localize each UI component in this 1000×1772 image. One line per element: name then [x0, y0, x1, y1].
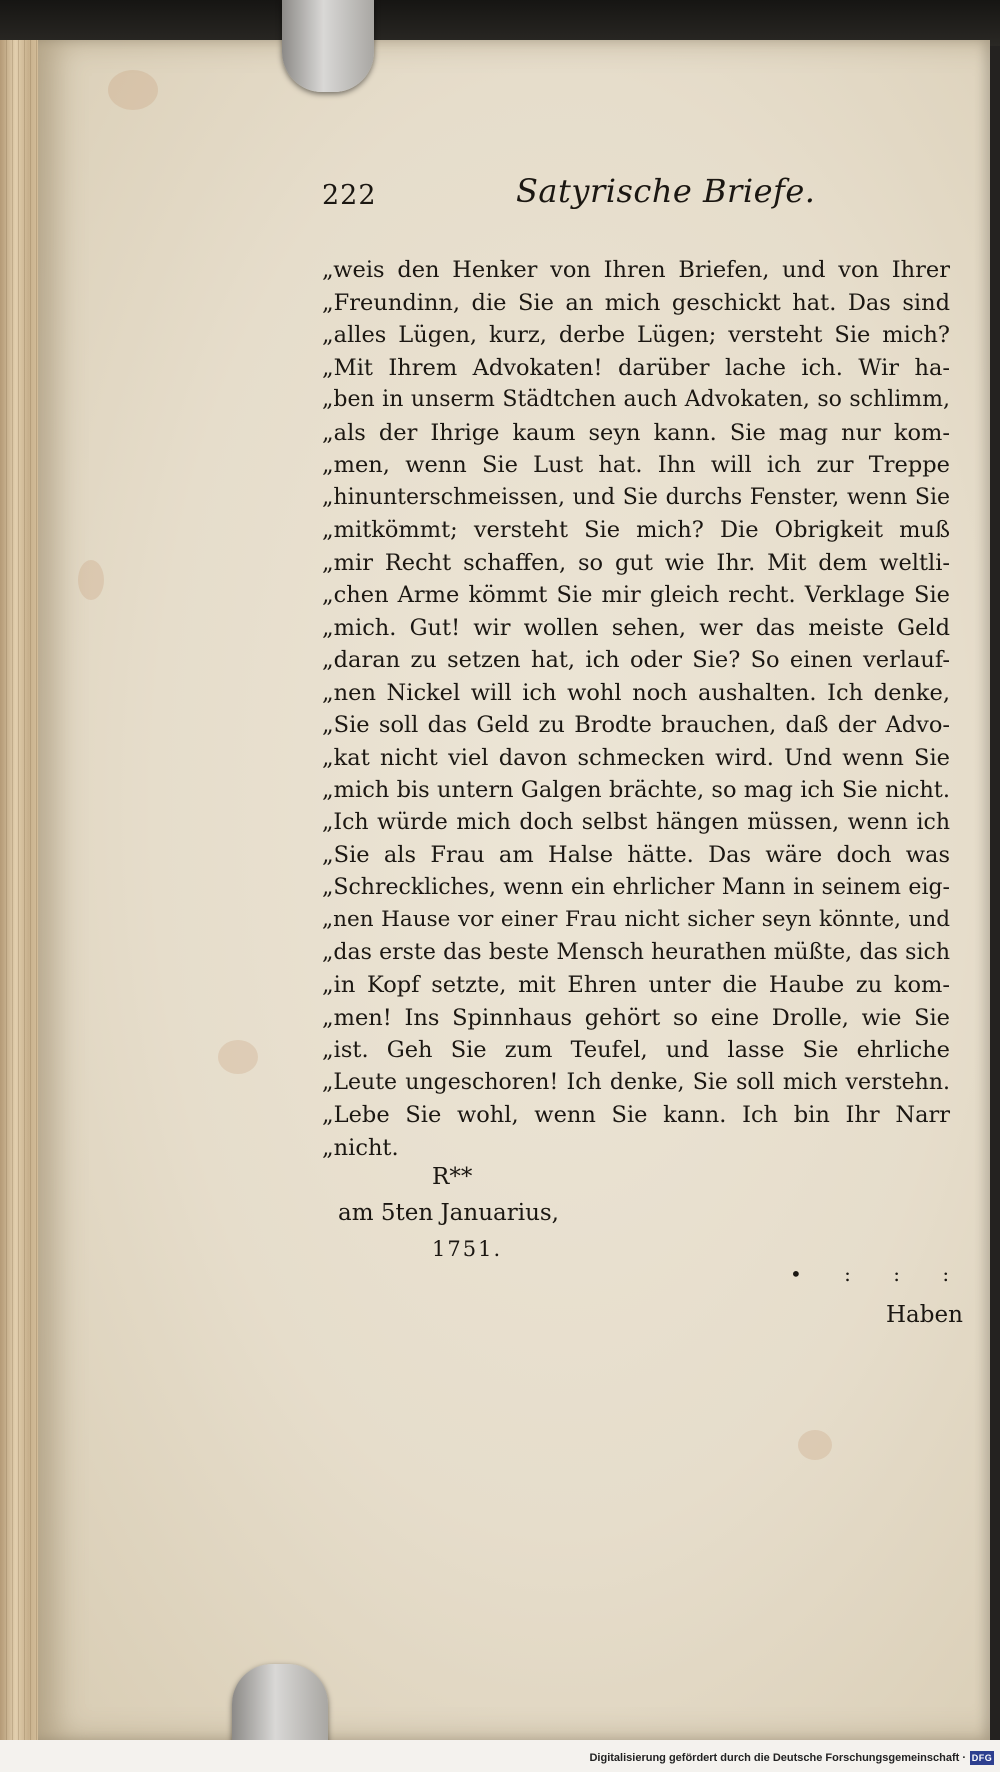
text-line: „Sie als Frau am Halse hätte. Das wäre doch was	[322, 842, 950, 868]
text-line: „alles Lügen, kurz, derbe Lügen; versteht Sie mich?	[322, 322, 950, 348]
text-line: „Lebe Sie wohl, wenn Sie kann. Ich bin Ihr Narr	[322, 1102, 950, 1128]
letter-date: am 5ten Januarius,	[338, 1200, 559, 1226]
letter-body	[322, 254, 950, 1164]
text-line: „das erste das beste Mensch heurathen müßte, das sich	[322, 939, 950, 965]
foxing-stain	[218, 1040, 258, 1074]
digitization-credit: Digitalisierung gefördert durch die Deutsche Forschungsgemeinschaft ·	[589, 1752, 966, 1764]
text-line: „in Kopf setzte, mit Ehren unter die Haube zu kom-	[322, 972, 950, 998]
text-line: „mich. Gut! wir wollen sehen, wer das meiste Geld	[322, 614, 950, 641]
foxing-stain	[108, 70, 158, 110]
text-line: „nen Nickel will ich wohl noch aushalten. Ich denke,	[322, 679, 950, 706]
letter-year: 1751.	[432, 1237, 503, 1261]
text-line: „nicht.	[322, 1134, 399, 1161]
scanner-clip-bottom	[232, 1664, 328, 1744]
foxing-stain	[798, 1430, 832, 1460]
dfg-logo: DFG	[971, 1753, 993, 1763]
text-line: „kat nicht viel davon schmecken wird. Und wenn Sie	[322, 744, 950, 771]
text-line: „men, wenn Sie Lust hat. Ihn will ich zur Treppe	[322, 452, 950, 478]
text-line: „daran zu setzen hat, ich oder Sie? So einen verlauf-	[322, 647, 950, 673]
catchword: Haben	[886, 1302, 963, 1328]
text-line: „Schreckliches, wenn ein ehrlicher Mann in seinem eig-	[322, 874, 950, 900]
text-line: „men! Ins Spinnhaus gehört so eine Drolle, wie Sie	[322, 1004, 950, 1031]
text-line: „weis den Henker von Ihren Briefen, und von Ihrer	[322, 257, 950, 283]
text-line: „hinunterschmeissen, und Sie durchs Fenster, wenn Sie	[322, 484, 950, 510]
section-separator: • : : :	[790, 1262, 968, 1286]
foxing-stain	[78, 560, 104, 600]
text-line: „nen Hause vor einer Frau nicht sicher seyn könnte, und	[322, 907, 950, 932]
text-line: „Freundinn, die Sie an mich geschickt hat. Das sind	[322, 289, 950, 316]
text-line: „chen Arme kömmt Sie mir gleich recht. Verklage Sie	[322, 582, 950, 608]
text-line: „Ich würde mich doch selbst hängen müssen, wenn ich	[322, 809, 950, 835]
text-line: „Leute ungeschoren! Ich denke, Sie soll mich verstehn.	[322, 1069, 950, 1095]
scanner-clip-top	[282, 0, 374, 92]
text-line: „als der Ihrige kaum seyn kann. Sie mag nur kom-	[322, 419, 950, 446]
text-line: „mitkömmt; versteht Sie mich? Die Obrigkeit muß	[322, 517, 950, 543]
text-line: „ist. Geh Sie zum Teufel, und lasse Sie ehrliche	[322, 1037, 950, 1063]
letter-signature: R**	[432, 1164, 473, 1190]
page-number: 222	[322, 180, 377, 211]
text-line: „mir Recht schaffen, so gut wie Ihr. Mit dem weltli-	[322, 549, 950, 576]
text-line: „ben in unserm Städtchen auch Advokaten, so schlimm,	[322, 387, 950, 412]
text-line: „Mit Ihrem Advokaten! darüber lache ich. Wir ha-	[322, 354, 950, 381]
text-line: „Sie soll das Geld zu Brodte brauchen, daß der Advo-	[322, 712, 950, 738]
running-head: Satyrische Briefe.	[516, 172, 816, 210]
text-line: „mich bis untern Galgen brächte, so mag ich Sie nicht.	[322, 777, 950, 803]
